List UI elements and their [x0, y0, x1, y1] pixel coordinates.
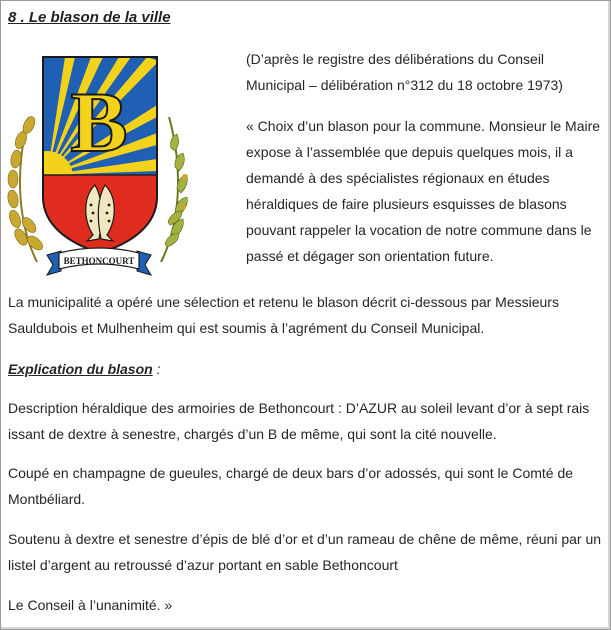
section-title: 8 . Le blason de la ville: [8, 9, 171, 26]
soutenu-paragraph: Soutenu à dextre et senestre d’épis de blé d’or et d’un rameau de chêne de même, réuni par un listel d’argent au retroussé d’azur portant en sable Bethoncourt: [8, 531, 602, 573]
oak-branch-icon: [161, 117, 188, 262]
coupe-paragraph: Coupé en champagne de gueules, chargé de deux bars d’or adossés, qui sont le Comté de Montbéliard.: [8, 465, 574, 507]
explanation-heading: [8, 356, 608, 382]
quote-paragraph: « Choix d’un blason pour la commune. Monsieur le Maire expose à l’assemblée que depuis quelques mois, il a demandé à des spécialistes régionaux en études héraldiques de faire plusieurs esquisses de blasons pouvant rappeler la vocation de notre commune dans le passé et dégager son orientation future.: [246, 118, 601, 264]
explanation-label: Explication du blason: [8, 361, 153, 377]
coat-of-arms-image: [7, 47, 191, 279]
crest-letter: B: [70, 74, 128, 170]
explanation-colon: :: [152, 361, 161, 377]
heraldic-description-paragraph: Description héraldique des armoiries de Bethoncourt : D’AZUR au soleil levant d’or à sept rais issant de dextre à senestre, chargés d’un B de même, qui sont la cité nouvelle.: [8, 400, 590, 442]
wheat-ears-icon: [7, 115, 45, 262]
municipality-paragraph: La municipalité a opéré une sélection et retenu le blason décrit ci-dessous par Messieurs Sauldubois et Mulhenheim qui est soumis à l’agrément du Conseil Municipal.: [8, 294, 559, 336]
banner-ribbon: [47, 248, 151, 275]
council-paragraph: Le Conseil à l’unanimité. »: [8, 597, 173, 613]
deliberation-reference: (D’après le registre des délibérations du Conseil Municipal – délibération n°312 du 18 octobre 1973): [246, 51, 563, 93]
banner-text: BETHONCOURT: [63, 256, 135, 266]
